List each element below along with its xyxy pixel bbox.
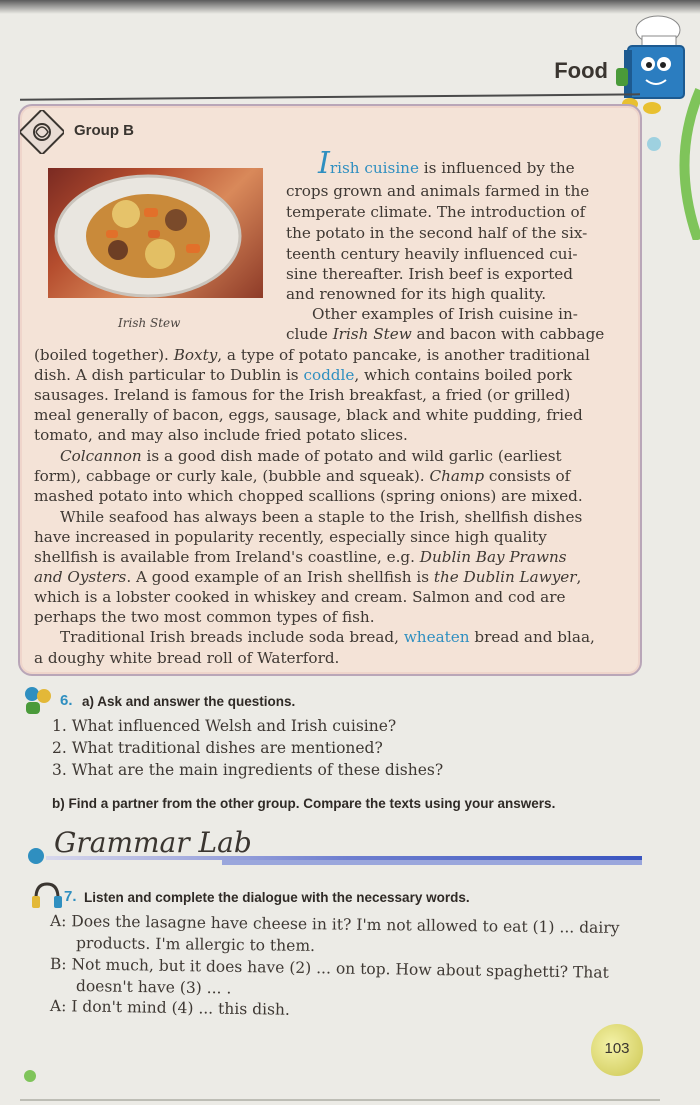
- text-line: the potato in the second half of the six-: [286, 224, 588, 242]
- photo-caption: Irish Stew: [118, 316, 181, 330]
- section-title: Food: [554, 58, 608, 83]
- question-item: 1. What influenced Welsh and Irish cuisine?: [52, 717, 397, 735]
- question-item: 3. What are the main ingredients of these dishes?: [52, 761, 444, 779]
- text-line: While seafood has always been a staple to the Irish, shellfish dishes: [60, 508, 583, 526]
- text-line: Other examples of Irish cuisine in-: [312, 305, 578, 323]
- text-line: meal generally of bacon, eggs, sausage, black and white pudding, fried: [34, 406, 583, 424]
- text-line: Traditional Irish breads include soda bread, wheaten bread and blaa,: [60, 628, 595, 646]
- rose-emblem-icon: [20, 110, 64, 154]
- text-line: (boiled together). Boxty, a type of potato pancake, is another traditional: [34, 346, 590, 364]
- exercise-7-instruction: Listen and complete the dialogue with the necessary words.: [84, 890, 470, 905]
- exercise-6-number: 6.: [60, 692, 73, 709]
- text-line: have increased in popularity recently, especially since high quality: [34, 528, 547, 546]
- page-edge-shadow: [0, 0, 700, 14]
- text-line: crops grown and animals farmed in the: [286, 182, 590, 200]
- text-line: sine thereafter. Irish beef is exported: [286, 265, 574, 283]
- page-number: 103: [604, 1040, 630, 1057]
- speaking-people-icon: [22, 684, 56, 716]
- exercise-7-number: 7.: [64, 888, 77, 905]
- text-line: clude Irish Stew and bacon with cabbage: [286, 325, 605, 343]
- decorative-leaf: [640, 80, 700, 240]
- decorative-dot-icon: [20, 1066, 40, 1086]
- text-line: form), cabbage or curly kale, (bubble and squeak). Champ consists of: [34, 467, 571, 485]
- dialogue-line: doesn't have (3) ... .: [75, 977, 232, 998]
- header-rule: [20, 93, 640, 100]
- text-line: perhaps the two most common types of fish.: [34, 608, 375, 626]
- bottom-rule: [20, 1099, 660, 1101]
- text-line: Irish cuisine is influenced by the: [318, 146, 575, 181]
- dialogue-line: A: Does the lasagne have cheese in it? I'm not allowed to eat (1) ... dairy: [49, 912, 620, 937]
- question-item: 2. What traditional dishes are mentioned?: [52, 739, 383, 757]
- text-line: tomato, and may also include fried potato slices.: [34, 426, 408, 444]
- text-line: shellfish is available from Ireland's coastline, e.g. Dublin Bay Prawns: [34, 548, 567, 566]
- text-line: Colcannon is a good dish made of potato and wild garlic (earliest: [60, 447, 562, 465]
- exercise-6a-instruction: a) Ask and answer the questions.: [82, 694, 296, 709]
- dialogue-line: products. I'm allergic to them.: [75, 934, 316, 955]
- drop-cap: I: [318, 146, 330, 181]
- text-line: and renowned for its high quality.: [286, 285, 547, 303]
- text-line: dish. A dish particular to Dublin is coddle, which contains boiled pork: [34, 366, 573, 384]
- text-line: teenth century heavily influenced cui-: [286, 245, 578, 263]
- exercise-6b-instruction: b) Find a partner from the other group. Compare the texts using your answers.: [52, 796, 556, 811]
- dialogue-line: A: I don't mind (4) ... this dish.: [49, 997, 291, 1019]
- text-line: and Oysters. A good example of an Irish shellfish is the Dublin Lawyer,: [34, 568, 582, 586]
- text-line: sausages. Ireland is famous for the Irish breakfast, a fried (or grilled): [34, 386, 571, 404]
- grammar-lab-banner: [22, 822, 642, 874]
- grammar-lab-title: Grammar Lab: [54, 826, 252, 859]
- text-line: mashed potato into which chopped scallions (spring onions) are mixed.: [34, 487, 583, 505]
- irish-stew-photo: [48, 168, 263, 298]
- dialogue-line: B: Not much, but it does have (2) ... on top. How about spaghetti? That: [49, 955, 609, 982]
- listening-headphones-icon: [30, 880, 64, 910]
- text-line: temperate climate. The introduction of: [286, 203, 586, 221]
- text-line: a doughy white bread roll of Waterford.: [34, 649, 340, 667]
- text-line: which is a lobster cooked in whiskey and cream. Salmon and cod are: [34, 588, 566, 606]
- group-label: Group B: [74, 122, 134, 139]
